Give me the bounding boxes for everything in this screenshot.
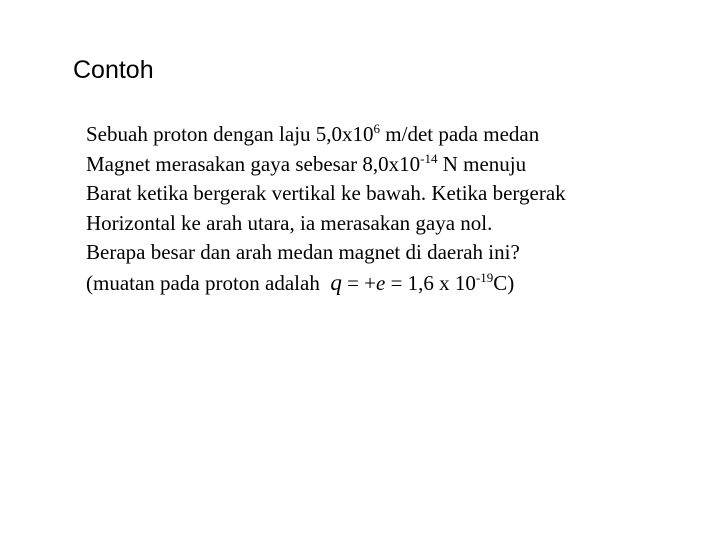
line6-text-start: (muatan pada proton adalah xyxy=(86,270,331,295)
line1-exponent: 6 xyxy=(373,121,381,136)
line6-exponent: -19 xyxy=(475,269,494,285)
line2-text-end: N menuju xyxy=(437,151,527,176)
problem-line-3: Barat ketika bergerak vertikal ke bawah. Ketika bergerak xyxy=(86,181,566,205)
charge-symbol-q: q xyxy=(330,269,342,295)
problem-line-2 xyxy=(86,150,706,180)
line1-text-start: Sebuah proton dengan laju 5,0x10 xyxy=(86,122,374,146)
problem-statement xyxy=(86,120,706,297)
problem-line-4: Horizontal ke arah utara, ia merasakan gaya nol. xyxy=(86,210,493,235)
line1-text-end: m/det pada medan xyxy=(380,122,540,146)
line6-value: = 1,6 x 10 xyxy=(385,270,476,295)
line2-exponent: -14 xyxy=(420,150,438,166)
line6-equals-plus: = + xyxy=(341,270,377,295)
line6-text-end: C) xyxy=(493,270,515,295)
slide-title: Contoh xyxy=(73,56,154,84)
line2-text-start: Magnet merasakan gaya sebesar 8,0x10 xyxy=(86,151,421,176)
problem-line-5: Berapa besar dan arah medan magnet di daerah ini? xyxy=(86,240,520,264)
elementary-charge-symbol-e: e xyxy=(376,270,386,295)
problem-line-1 xyxy=(86,120,706,150)
problem-line-6 xyxy=(86,268,706,298)
